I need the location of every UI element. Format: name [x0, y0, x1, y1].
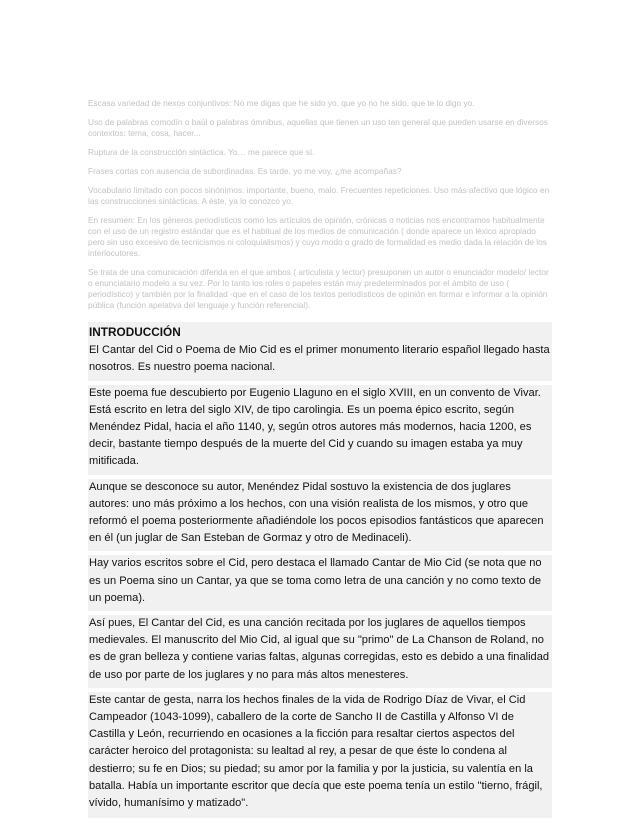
body-paragraph: Aunque se desconoce su autor, Menéndez Pidal sostuvo la existencia de dos juglares autores: uno más próximo a los hechos, con una visión realista de los mismos, y otro que reformó el poema posteriormente añadiéndole los pocos episodios fantásticos que aparecen en él (un juglar de San Esteban de Gormaz y otro de Medinaceli). [88, 475, 552, 552]
faded-paragraph: Se trata de una comunicación diferida en el que ambos ( articulista y lector) presuponen un autor o enunciador modelo/ lector o enunciatario modelo a su vez. Por lo tanto los roles o papeles están muy predeterminados por el ámbito de uso ( periodístico) y también por la finalidad -que en el caso de los textos periodísticos de opinión en formar e informar a la opinión pública (función apelativa del lenguaje y función referencial). [88, 267, 549, 310]
faded-paragraph: Frases cortas con ausencia de subordinadas. Es tarde, yo me voy, ¿me acompañas? [88, 166, 402, 176]
body-paragraph: Así pues, El Cantar del Cid, es una canción recitada por los juglares de aquellos tiempos medievales. El manuscrito del Mio Cid, al igual que su "primo" de La Chanson de Roland, no es de gran belleza y contiene varias faltas, algunas corregidas, esto es debido a una finalidad de uso por parte de los juglares y no para más altos menesteres. [88, 611, 552, 688]
body-paragraph: Este poema fue descubierto por Eugenio Llaguno en el siglo XVIII, en un convento de Vivar. Está escrito en letra del siglo XIV, de tipo carolingia. Es un poema épico escrito, según Menéndez Pidal, hacia el año 1140, y, según otros autores más modernos, hacia 1200, es decir, bastante tiempo después de la muerte del Cid y cuando su imagen estaba ya muy mitificada. [88, 381, 552, 475]
body-paragraph: El Cantar del Cid o Poema de Mio Cid es el primer monumento literario español llegado hasta nosotros. Es nuestro poema nacional. [88, 342, 552, 380]
faded-paragraph: Ruptura de la construcción sintáctica. Yo… me parece que sí. [88, 147, 315, 157]
faded-paragraph: Escasa variedad de nexos conjuntivos: No me digas que he sido yo, que yo no he sido, que te lo digo yo. [88, 98, 475, 108]
section-title: INTRODUCCIÓN [88, 322, 552, 342]
body-paragraph: Este cantar de gesta, narra los hechos finales de la vida de Rodrigo Díaz de Vivar, el Cid Campeador (1043-1099), caballero de la corte de Sancho II de Castilla y Alfonso VI de Castilla y León, recurriendo en ocasiones a la ficción para resaltar ciertos aspectos del carácter heroico del protagonista: su lealtad al rey, a pesar de que éste lo condena al destierro; su fe en Dios; su piedad; su amor por la familia y por la justicia, su valentía en la batalla. Había un importante escritor que decía que este poema tenía un estilo "tierno, frágil, vívido, humanísimo y matizado". [88, 688, 552, 816]
introduction-section [88, 322, 552, 818]
faded-preceding-page-text [88, 98, 554, 317]
faded-paragraph: Uso de palabras comodín o baúl o palabras ómnibus, aquellas que tienen un uso tan general que pueden usarse en diversos contextos: tema, cosa, hacer... [88, 117, 548, 138]
faded-paragraph: En resumen: En los géneros periodísticos como los artículos de opinión, crónicas o noticias nos encontramos habitualmente con el uso de un registro estándar que es el habitual de los medios de comunicación ( donde aparece un léxico apropiado pero sin uso excesivo de tecnicismos ni coloquialismos) y cuyo modo o grado de formalidad es medio dada la relación de los interlocutores. [88, 215, 547, 258]
faded-paragraph: Vocabulario limitado con pocos sinónimos: importante, bueno, malo. Frecuentes repeticiones. Uso más afectivo que lógico en las construcciones sintácticas. A éste, ya lo conozco yo. [88, 185, 550, 206]
body-paragraph: Hay varios escritos sobre el Cid, pero destaca el llamado Cantar de Mio Cid (se nota que no es un Poema sino un Cantar, ya que se toma como letra de una canción y no como texto de un poema). [88, 551, 552, 611]
